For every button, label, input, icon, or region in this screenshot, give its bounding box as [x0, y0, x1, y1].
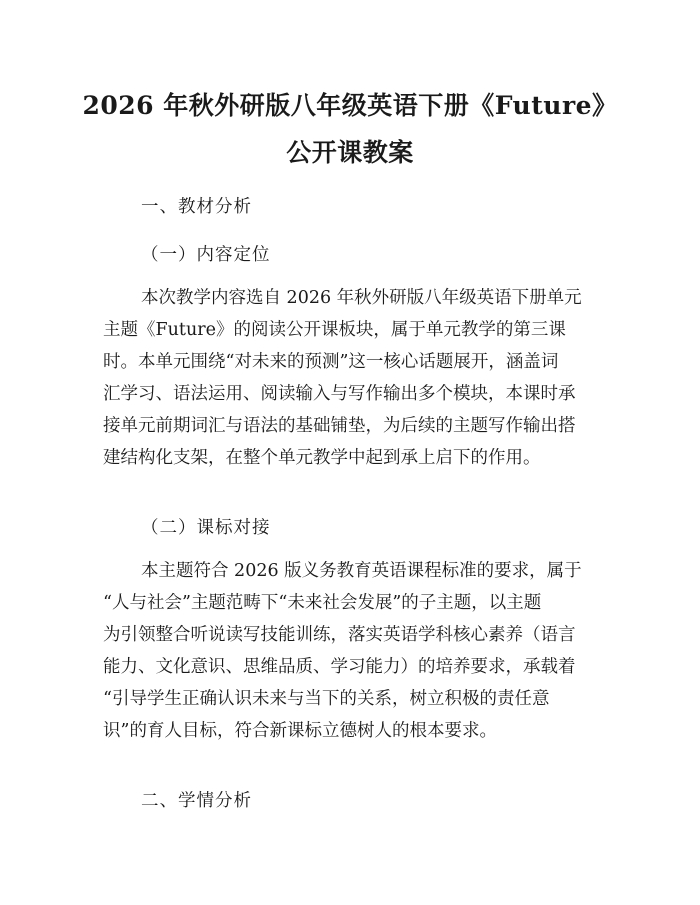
- paragraph-line: 为引领整合听说读写技能训练，落实英语学科核心素养（语言: [103, 625, 576, 645]
- subsection-heading-content-positioning: （一）内容定位: [141, 245, 271, 265]
- document-title-line-1: 2026 年秋外研版八年级英语下册《Future》: [82, 91, 618, 120]
- section-heading-learner-analysis: 二、学情分析: [141, 791, 252, 811]
- section-heading-textbook-analysis: 一、教材分析: [141, 197, 252, 217]
- paragraph-line: 本主题符合 2026 版义务教育英语课程标准的要求，属于: [141, 561, 582, 581]
- paragraph-line: 时。本单元围绕“对未来的预测”这一核心话题展开，涵盖词: [103, 352, 559, 372]
- paragraph-line: 建结构化支架，在整个单元教学中起到承上启下的作用。: [103, 448, 541, 468]
- document-title-line-2: 公开课教案: [286, 138, 414, 167]
- paragraph-line: 识”的育人目标，符合新课标立德树人的根本要求。: [103, 721, 497, 741]
- paragraph-line: “人与社会”主题范畴下“未来社会发展”的子主题，以主题: [103, 593, 542, 613]
- subsection-heading-curriculum-alignment: （二）课标对接: [141, 518, 271, 538]
- paragraph-line: 接单元前期词汇与语法的基础铺垫，为后续的主题写作输出搭: [103, 416, 576, 436]
- paragraph-line: 能力、文化意识、思维品质、学习能力）的培养要求，承载着: [103, 657, 576, 677]
- paragraph-line: 主题《Future》的阅读公开课板块，属于单元教学的第三课: [103, 320, 566, 340]
- paragraph-content-positioning: [103, 282, 603, 474]
- paragraph-line: 本次教学内容选自 2026 年秋外研版八年级英语下册单元: [141, 288, 582, 308]
- paragraph-line: 汇学习、语法运用、阅读输入与写作输出多个模块，本课时承: [103, 384, 576, 404]
- paragraph-line: “引导学生正确认识未来与当下的关系，树立积极的责任意: [103, 689, 550, 709]
- paragraph-curriculum-alignment: [103, 555, 603, 747]
